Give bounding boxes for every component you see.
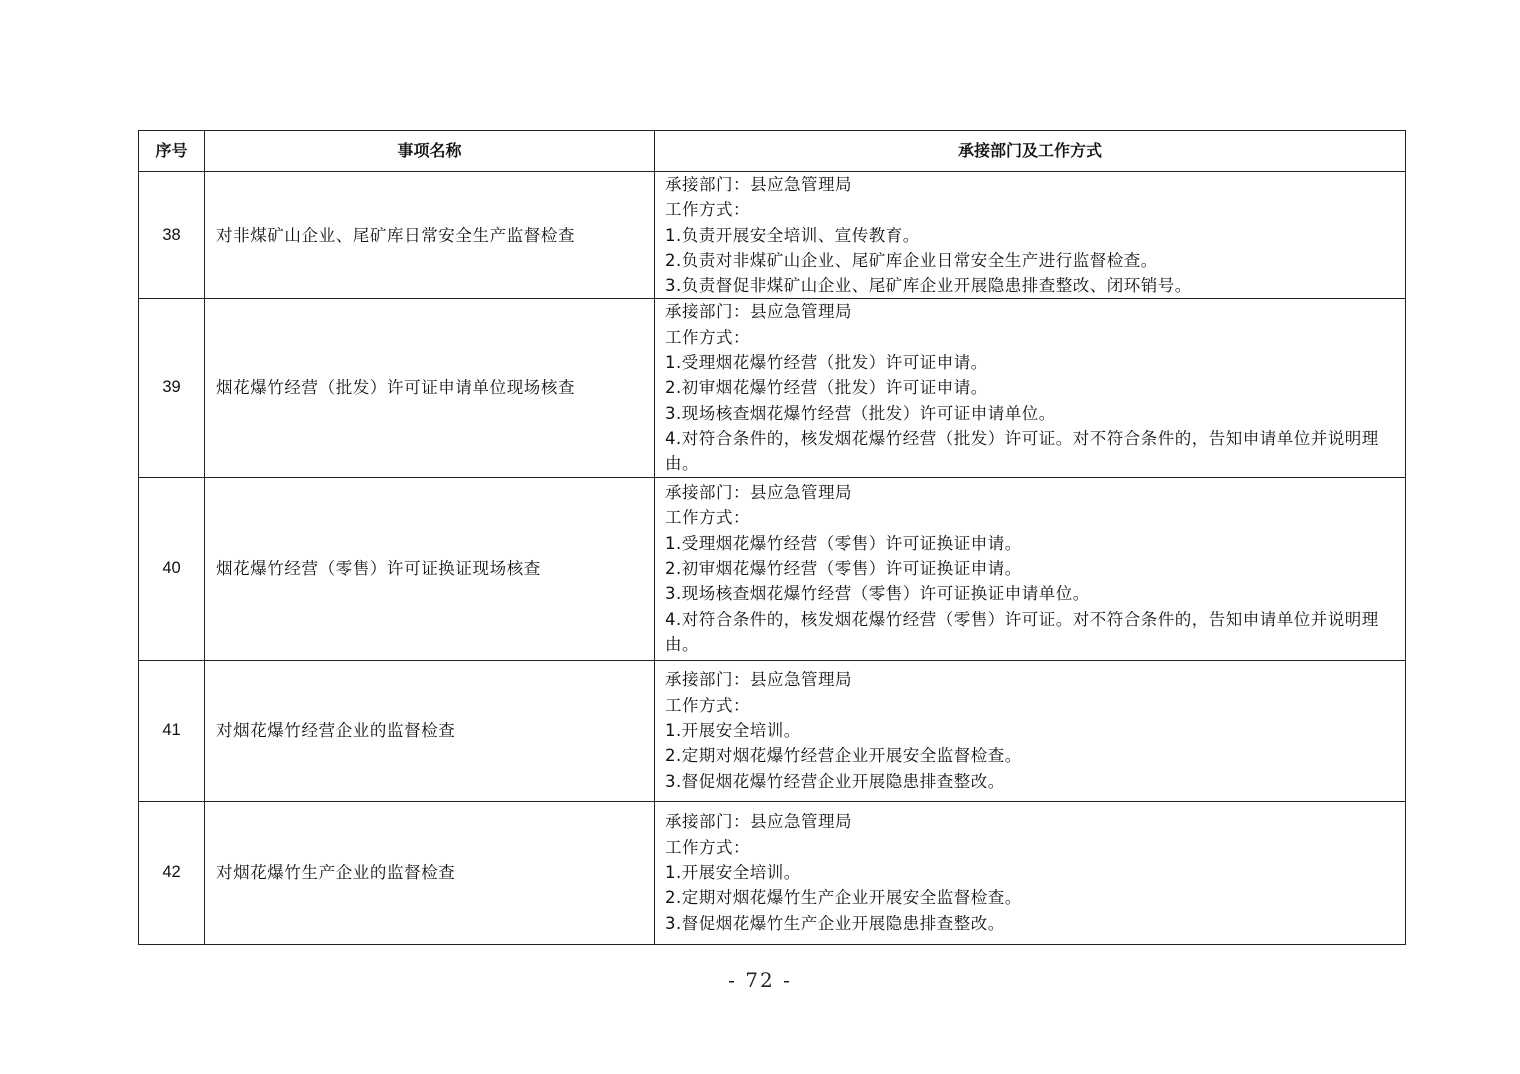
dept-line: 1.受理烟花爆竹经营（批发）许可证申请。 [665,353,988,373]
dept-line: 3.负责督促非煤矿山企业、尾矿库企业开展隐患排查整改、闭环销号。 [665,276,1192,296]
dept-line: 承接部门：县应急管理局 [665,483,852,503]
table-row [139,172,1406,299]
dept-line: 工作方式： [665,200,750,220]
row-item-name: 对烟花爆竹经营企业的监督检查 [205,660,655,801]
dept-line: 承接部门：县应急管理局 [665,175,852,194]
dept-line: 2.定期对烟花爆竹生产企业开展安全监督检查。 [665,888,1022,908]
dept-line: 1.开展安全培训。 [665,862,801,882]
dept-line: 工作方式： [665,327,750,347]
row-dept-method [655,477,1406,660]
dept-line: 2.负责对非煤矿山企业、尾矿库企业日常安全生产进行监督检查。 [665,250,1158,270]
dept-line: 1.负责开展安全培训、宣传教育。 [665,225,920,245]
dept-line: 1.开展安全培训。 [665,720,801,740]
dept-line: 2.初审烟花爆竹经营（零售）许可证换证申请。 [665,558,1022,578]
row-dept-method [655,660,1406,801]
dept-line: 工作方式： [665,695,750,715]
table-row [139,477,1406,660]
row-dept-method [655,172,1406,299]
dept-line: 1.受理烟花爆竹经营（零售）许可证换证申请。 [665,533,1022,553]
dept-line: 承接部门：县应急管理局 [665,302,852,322]
row-item-name: 对非煤矿山企业、尾矿库日常安全生产监督检查 [205,172,655,299]
dept-line: 承接部门：县应急管理局 [665,670,852,690]
row-no: 38 [139,172,205,299]
row-item-name: 烟花爆竹经营（零售）许可证换证现场核查 [205,477,655,660]
dept-line: 工作方式： [665,508,750,528]
dept-line: 2.初审烟花爆竹经营（批发）许可证申请。 [665,378,988,398]
dept-line: 2.定期对烟花爆竹经营企业开展安全监督检查。 [665,746,1022,766]
page-number: - 72 - [728,968,792,992]
row-item-name: 烟花爆竹经营（批发）许可证申请单位现场核查 [205,299,655,477]
row-no: 41 [139,660,205,801]
header-no: 序号 [139,131,205,172]
row-no: 40 [139,477,205,660]
table-row [139,660,1406,801]
row-no: 39 [139,299,205,477]
table-row [139,299,1406,477]
dept-line: 3.督促烟花爆竹经营企业开展隐患排查整改。 [665,771,1005,791]
row-dept-method [655,299,1406,477]
table-row [139,801,1406,944]
dept-line: 3.现场核查烟花爆竹经营（批发）许可证申请单位。 [665,403,1056,423]
dept-line: 工作方式： [665,837,750,857]
row-dept-method [655,801,1406,944]
table-header-row [139,131,1406,172]
dept-line: 承接部门：县应急管理局 [665,812,852,832]
row-item-name: 对烟花爆竹生产企业的监督检查 [205,801,655,944]
items-table [138,130,1406,945]
row-no: 42 [139,801,205,944]
dept-line: 3.督促烟花爆竹生产企业开展隐患排查整改。 [665,913,1005,933]
header-name: 事项名称 [205,131,655,172]
dept-line: 4.对符合条件的，核发烟花爆竹经营（批发）许可证。对不符合条件的，告知申请单位并说明理由。 [665,428,1379,474]
dept-line: 3.现场核查烟花爆竹经营（零售）许可证换证申请单位。 [665,584,1090,604]
header-dept: 承接部门及工作方式 [655,131,1406,172]
dept-line: 4.对符合条件的，核发烟花爆竹经营（零售）许可证。对不符合条件的，告知申请单位并说明理由。 [665,609,1379,654]
